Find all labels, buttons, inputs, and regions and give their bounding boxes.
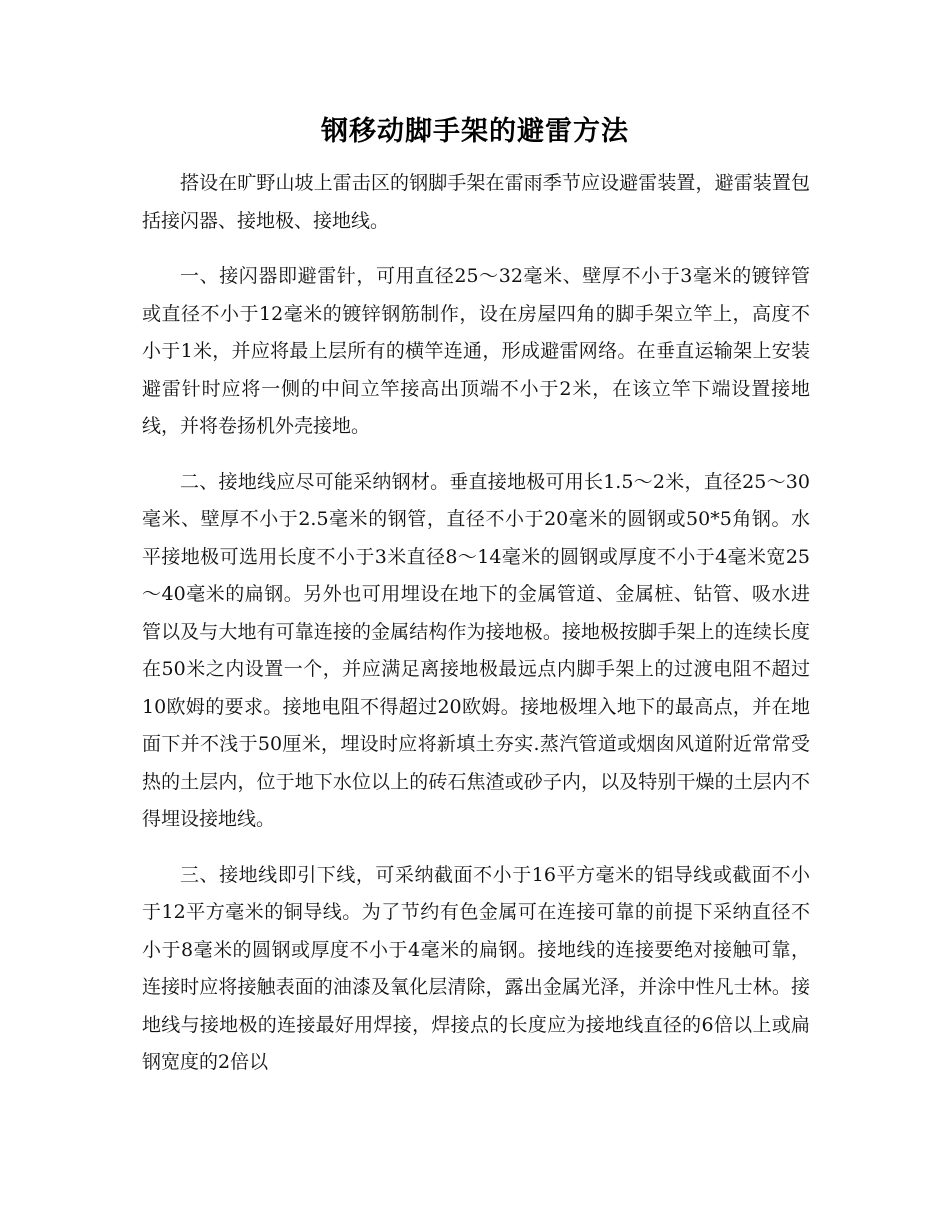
paragraph-air-terminal: 一、接闪器即避雷针，可用直径25～32毫米、壁厚不小于3毫米的镀锌管或直径不小于12毫米的镀锌钢筋制作，设在房屋四角的脚手架立竿上，高度不小于1米，并应将最上层所有的横竿连通，形成避雷网络。在垂直运输架上安装避雷针时应将一侧的中间立竿接高出顶端不小于2米，在该立竿下端设置接地线，并将卷扬机外壳接地。	[142, 265, 810, 437]
document-body	[142, 165, 810, 1100]
paragraph-ground-electrode: 二、接地线应尽可能采纳钢材。垂直接地极可用长1.5～2米，直径25～30毫米、壁厚不小于2.5毫米的钢管，直径不小于20毫米的圆钢或50*5角钢。水平接地极可选用长度不小于3米直径8～14毫米的圆钢或厚度不小于4毫米宽25～40毫米的扁钢。另外也可用埋设在地下的金属管道、金属桩、钻管、吸水进管以及与大地有可靠连接的金属结构作为接地极。接地极按脚手架上的连续长度在50米之内设置一个，并应满足离接地极最远点内脚手架上的过渡电阻不超过10欧姆的要求。接地电阻不得超过20欧姆。接地极埋入地下的最高点，并在地面下并不浅于50厘米，埋设时应将新填土夯实.蒸汽管道或烟囱风道附近常常受热的土层内，位于地下水位以上的砖石焦渣或砂子内，以及特别干燥的土层内不得埋设接地线。	[142, 470, 810, 830]
paragraph-intro: 搭设在旷野山坡上雷击区的钢脚手架在雷雨季节应设避雷装置，避雷装置包括接闪器、接地极、接地线。	[142, 172, 810, 232]
paragraph-down-conductor: 三、接地线即引下线，可采纳截面不小于16平方毫米的铝导线或截面不小于12平方毫米的铜导线。为了节约有色金属可在连接可靠的前提下采纳直径不小于8毫米的圆钢或厚度不小于4毫米的扁钢。接地线的连接要绝对接触可靠，连接时应将接触表面的油漆及氧化层清除，露出金属光泽，并涂中性凡士林。接地线与接地极的连接最好用焊接，焊接点的长度应为接地线直径的6倍以上或扁钢宽度的2倍以	[142, 863, 810, 1073]
page-title: 钢移动脚手架的避雷方法	[321, 116, 629, 147]
